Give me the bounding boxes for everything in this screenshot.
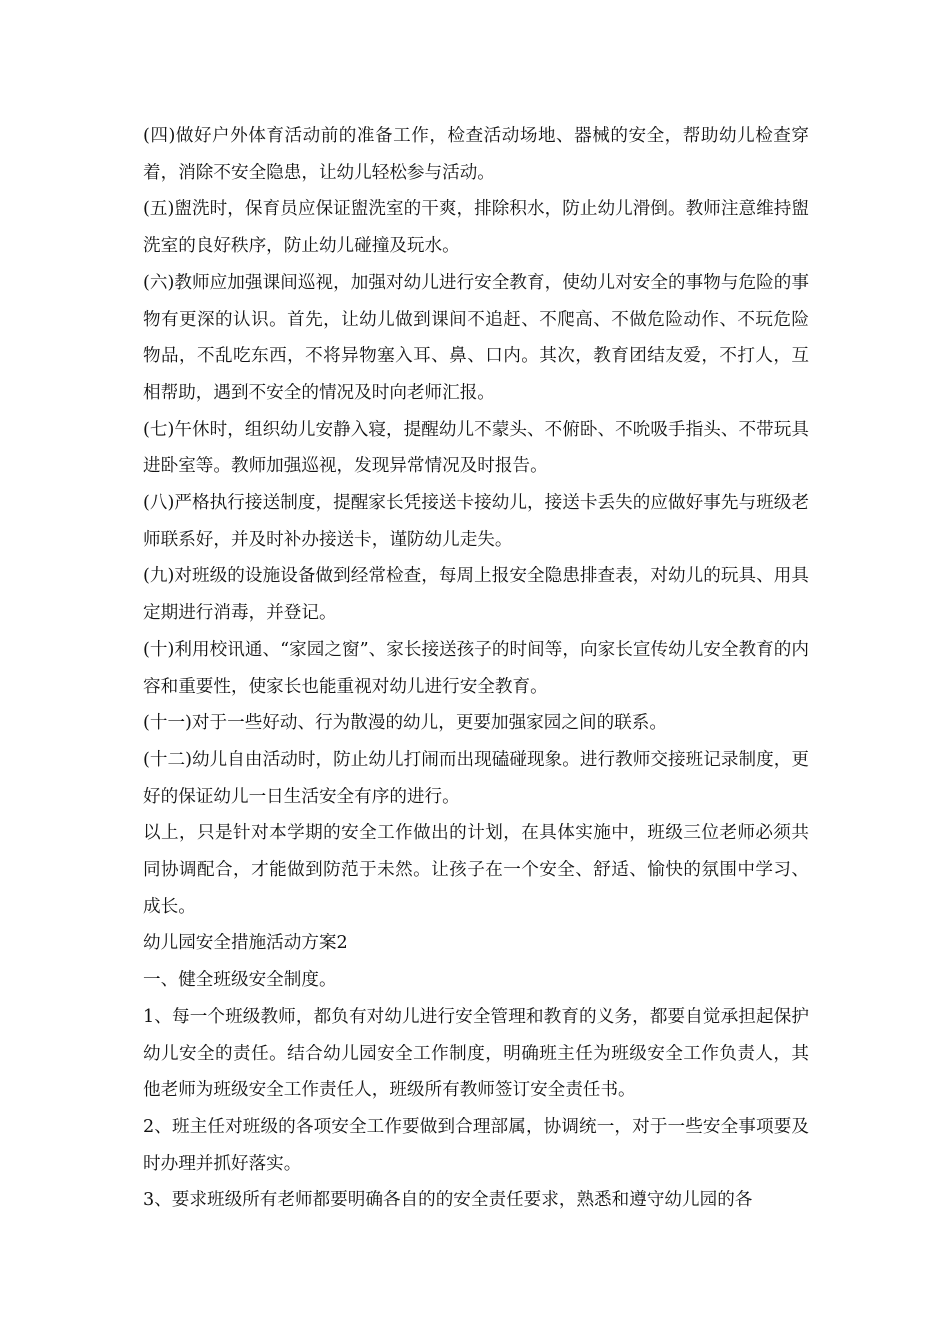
- paragraph-item-5: (五)盥洗时，保育员应保证盥洗室的干爽，排除积水，防止幼儿滑倒。教师注意维持盥洗室的良好秩序，防止幼儿碰撞及玩水。: [143, 199, 809, 257]
- numbered-item-2: 2、班主任对班级的各项安全工作要做到合理部属，协调统一，对于一些安全事项要及时办理并抓好落实。: [143, 1116, 809, 1174]
- paragraph-item-7: (七)午休时，组织幼儿安静入寝，提醒幼儿不蒙头、不俯卧、不吮吸手指头、不带玩具进卧室等。教师加强巡视，发现异常情况及时报告。: [143, 419, 809, 477]
- numbered-item-3: 3、要求班级所有老师都要明确各自的的安全责任要求，熟悉和遵守幼儿园的各: [143, 1190, 753, 1211]
- paragraph-item-9: (九)对班级的设施设备做到经常检查，每周上报安全隐患排查表，对幼儿的玩具、用具定期进行消毒，并登记。: [143, 566, 809, 624]
- paragraph-item-11: (十一)对于一些好动、行为散漫的幼儿，更要加强家园之间的联系。: [143, 713, 667, 734]
- section-title: 幼儿园安全措施活动方案2: [143, 933, 348, 954]
- numbered-item-1: 1、每一个班级教师，都负有对幼儿进行安全管理和教育的义务，都要自觉承担起保护幼儿安全的责任。结合幼儿园安全工作制度，明确班主任为班级安全工作负责人，其他老师为班级安全工作责任人，班级所有教师签订安全责任书。: [143, 1006, 809, 1101]
- summary-paragraph: 以上，只是针对本学期的安全工作做出的计划，在具体实施中，班级三位老师必须共同协调配合，才能做到防范于未然。让孩子在一个安全、舒适、愉快的氛围中学习、成长。: [143, 823, 809, 917]
- paragraph-item-12: (十二)幼儿自由活动时，防止幼儿打闹而出现磕碰现象。进行教师交接班记录制度，更好的保证幼儿一日生活安全有序的进行。: [143, 749, 809, 807]
- paragraph-item-4: (四)做好户外体育活动前的准备工作，检查活动场地、器械的安全，帮助幼儿检查穿着，消除不安全隐患，让幼儿轻松参与活动。: [143, 126, 809, 183]
- paragraph-item-10: (十)利用校讯通、“家园之窗”、家长接送孩子的时间等，向家长宣传幼儿安全教育的内容和重要性，使家长也能重视对幼儿进行安全教育。: [143, 639, 809, 697]
- section-heading: 一、健全班级安全制度。: [143, 970, 337, 991]
- paragraph-item-8: (八)严格执行接送制度，提醒家长凭接送卡接幼儿，接送卡丢失的应做好事先与班级老师联系好，并及时补办接送卡，谨防幼儿走失。: [143, 493, 809, 550]
- paragraph-item-6: (六)教师应加强课间巡视，加强对幼儿进行安全教育，使幼儿对安全的事物与危险的事物有更深的认识。首先，让幼儿做到课间不追赶、不爬高、不做危险动作、不玩危险物品，不乱吃东西，不将异物塞入耳、鼻、口内。其次，教育团结友爱，不打人，互相帮助，遇到不安全的情况及时向老师汇报。: [143, 272, 809, 403]
- document-body: [143, 118, 809, 1219]
